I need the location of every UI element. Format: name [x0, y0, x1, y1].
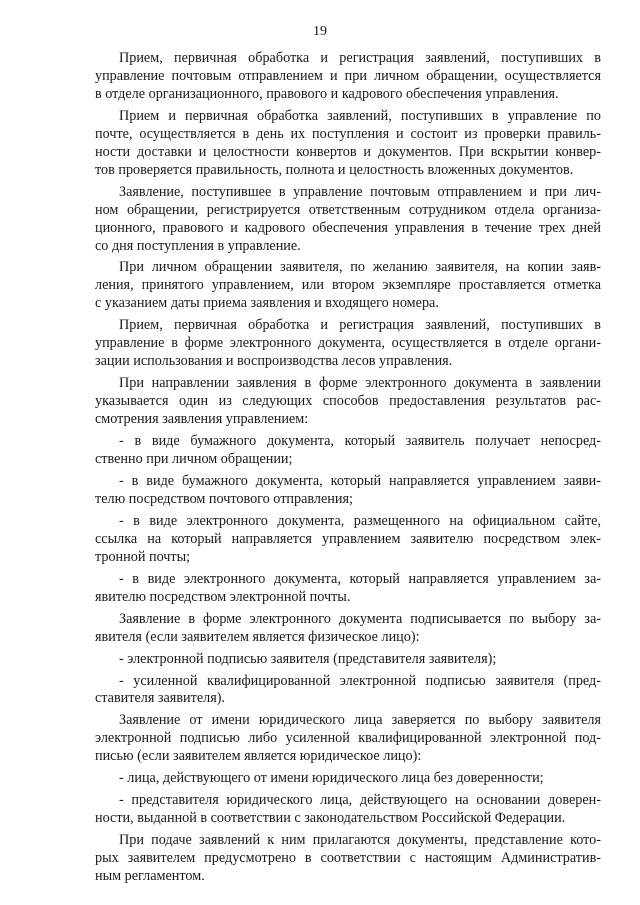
text-line: - в виде электронного документа, который направляется управлением за- [119, 570, 601, 587]
paragraph [95, 184, 601, 256]
text-line: почте, осуществляется в день их поступления и состоит из проверки правиль- [95, 125, 601, 142]
text-line: - в виде электронного документа, размещенного на официальном сайте, [119, 512, 601, 529]
text-line: явителя (если заявителем является физическое лицо): [95, 628, 420, 645]
text-line: ственно при личном обращении; [95, 451, 293, 468]
paragraph [95, 571, 601, 607]
text-line: писью (если заявителем является юридическое лицо): [95, 748, 422, 765]
paragraph [95, 433, 601, 469]
text-line: - в виде бумажного документа, который заявитель получает непосред- [119, 433, 601, 450]
text-line: электронной подписью либо усиленной квалифицированной электронной под- [95, 730, 601, 747]
paragraph [95, 375, 601, 429]
paragraph [95, 673, 601, 709]
text-line: ссылка на который направляется управлением заявителю посредством элек- [95, 530, 601, 547]
text-line: с указанием даты приема заявления и входящего номера. [95, 295, 439, 312]
text-line: явителю посредством электронной почты. [95, 588, 351, 605]
paragraph [95, 651, 601, 669]
text-line: - электронной подписью заявителя (представителя заявителя); [119, 650, 497, 667]
text-line: Заявление от имени юридического лица заверяется по выбору заявителя [119, 712, 601, 729]
text-line: ставителя заявителя). [95, 690, 226, 707]
text-line: ном обращении, регистрируется ответственным сотрудником отдела организа- [95, 201, 601, 218]
text-line: - усиленной квалифицированной электронной подписью заявителя (пред- [119, 672, 601, 689]
text-line: ления, принятого управлением, или втором экземпляре проставляется отметка [95, 277, 601, 294]
text-line: При направлении заявления в форме электронного документа в заявлении [119, 375, 601, 392]
paragraph [95, 611, 601, 647]
page-number: 19 [313, 24, 327, 39]
text-line: управление в форме электронного документа, осуществляется в отделе органи- [95, 335, 601, 352]
text-line: тронной почты; [95, 548, 191, 565]
text-line: смотрения заявления управлением: [95, 411, 309, 428]
paragraph [95, 108, 601, 180]
text-line: Прием и первичная обработка заявлений, поступивших в управление по [119, 107, 601, 124]
text-line: Заявление в форме электронного документа подписывается по выбору за- [119, 610, 601, 627]
text-line: в отделе организационного, правового и кадрового обеспечения управления. [95, 85, 559, 102]
text-line: ности доставки и целостности конвертов и документов. При вскрытии конвер- [95, 143, 601, 160]
text-line: тов проверяется правильность, полнота и целостность вложенных документов. [95, 161, 574, 178]
body-text [95, 50, 601, 886]
paragraph [95, 513, 601, 567]
text-line: Заявление, поступившее в управление почтовым отправлением и при лич- [119, 183, 601, 200]
text-line: ционного, правового и кадрового обеспечения управления в течение трех дней [95, 219, 601, 236]
text-line: ности, выданной в соответствии с законодательством Российской Федерации. [95, 810, 566, 827]
text-line: - в виде бумажного документа, который направляется управлением заяви- [119, 472, 601, 489]
text-line: ным регламентом. [95, 868, 205, 885]
paragraph [95, 473, 601, 509]
paragraph [95, 259, 601, 313]
text-line: - лица, действующего от имени юридического лица без доверенности; [119, 770, 544, 787]
paragraph [95, 50, 601, 104]
text-line: указывается один из следующих способов предоставления результатов рас- [95, 393, 601, 410]
paragraph [95, 317, 601, 371]
text-line: со дня поступления в управление. [95, 237, 301, 254]
text-line: При личном обращении заявителя, по желанию заявителя, на копии заяв- [119, 259, 601, 276]
paragraph [95, 792, 601, 828]
text-line: - представителя юридического лица, действующего на основании доверен- [119, 792, 601, 809]
text-line: При подаче заявлений к ним прилагаются документы, представление кото- [119, 832, 601, 849]
paragraph [95, 770, 601, 788]
paragraph [95, 712, 601, 766]
text-line: Прием, первичная обработка и регистрация заявлений, поступивших в [119, 50, 601, 66]
text-line: зации использования и воспроизводства лесов управления. [95, 353, 453, 370]
text-line: телю посредством почтового отправления; [95, 490, 353, 507]
text-line: рых заявителем предусмотрено в соответствии с настоящим Административ- [95, 850, 601, 867]
text-line: управление почтовым отправлением и при личном обращении, осуществляется [95, 67, 601, 84]
text-line: Прием, первичная обработка и регистрация заявлений, поступивших в [119, 317, 601, 334]
paragraph [95, 832, 601, 886]
